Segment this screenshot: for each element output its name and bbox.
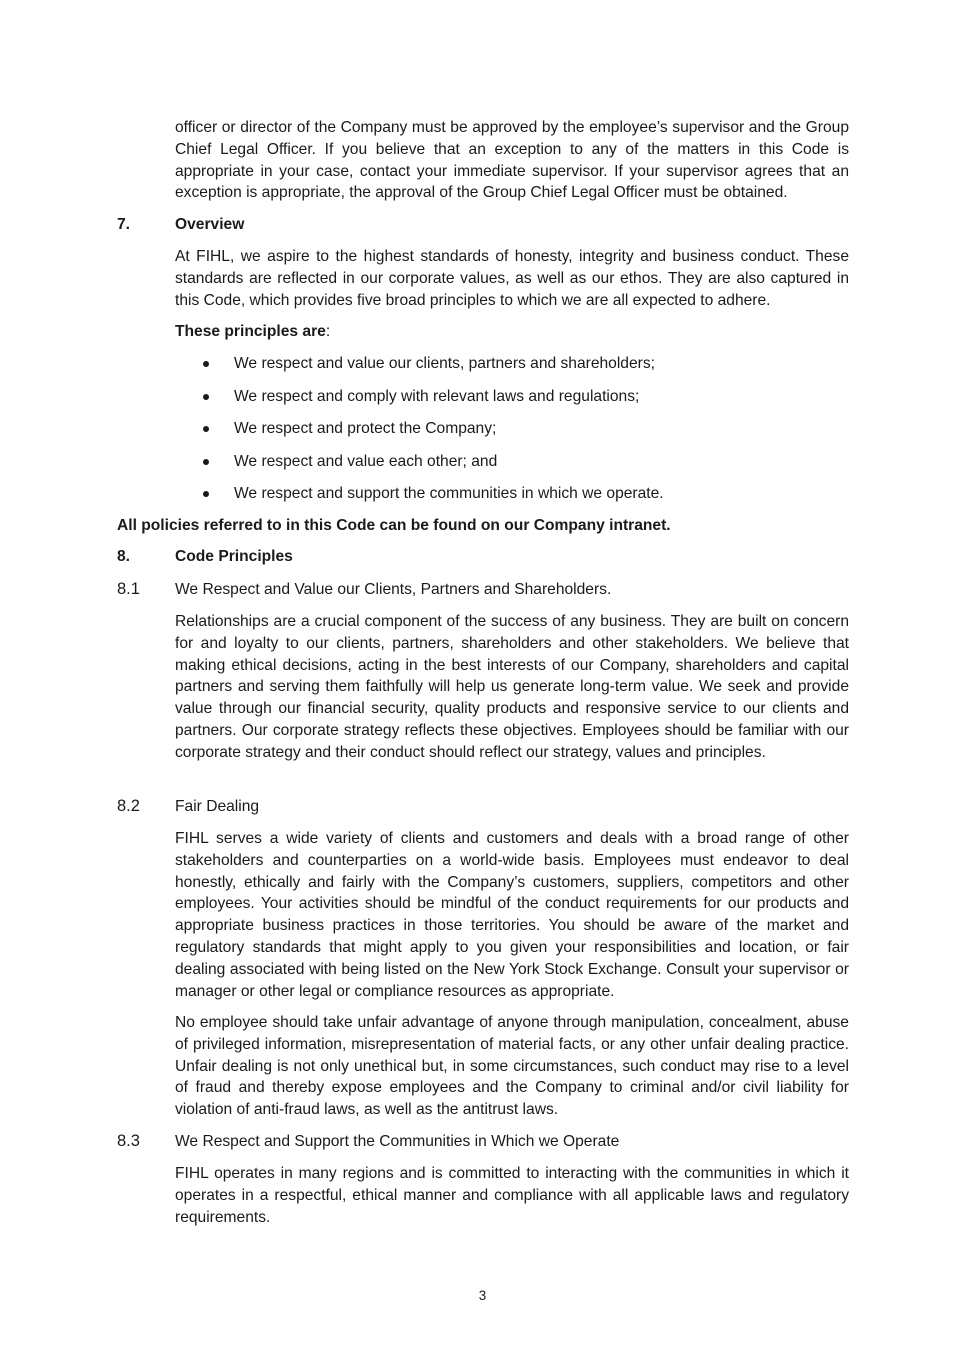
bullet-icon bbox=[203, 426, 209, 432]
section-8-3-title: We Respect and Support the Communities in Which we Operate bbox=[175, 1133, 620, 1150]
principle-text: We respect and value our clients, partners and shareholders; bbox=[234, 355, 655, 372]
section-8-1-title: We Respect and Value our Clients, Partners and Shareholders. bbox=[175, 581, 612, 598]
principles-label: These principles are bbox=[175, 323, 326, 340]
page-number: 3 bbox=[478, 1288, 487, 1303]
section-8-3-number: 8.3 bbox=[117, 1132, 140, 1150]
section-7-title: Overview bbox=[175, 216, 245, 233]
section-8-2-number: 8.2 bbox=[117, 797, 140, 815]
section-8-number: 8. bbox=[117, 548, 131, 565]
principle-text: We respect and protect the Company; bbox=[234, 420, 497, 437]
section-8-2-paragraph-2: No employee should take unfair advantage of anyone through manipulation, concealment, abuse of privileged information, misrepresentation of material facts, or any other unfair dealing practice. Unfair dealing is not only unethical but, in some circumstances, such conduct may rise to a level of fraud and thereby expose employees and the Company to criminal and/or civil liability for violation of anti-fraud laws, as well as the antitrust laws. bbox=[175, 1014, 849, 1119]
section-7-number: 7. bbox=[117, 216, 131, 233]
principle-text: We respect and value each other; and bbox=[234, 453, 498, 470]
section-8-1-number: 8.1 bbox=[117, 580, 140, 598]
section-8-2-title: Fair Dealing bbox=[175, 798, 260, 815]
policies-note: All policies referred to in this Code can be found on our Company intranet. bbox=[117, 517, 671, 534]
bullet-icon bbox=[203, 361, 209, 367]
section-8-3-paragraph: FIHL operates in many regions and is committed to interacting with the communities in which it operates in a respectful, ethical manner and compliance with all applicable laws and regulatory requirements. bbox=[175, 1165, 849, 1226]
section-7-paragraph: At FIHL, we aspire to the highest standards of honesty, integrity and business conduct. These standards are reflected in our corporate values, as well as our ethos. They are also captured in this Code, which provides five broad principles to which we are all expected to adhere. bbox=[175, 248, 849, 309]
intro-paragraph: officer or director of the Company must be approved by the employee’s supervisor and the Group Chief Legal Officer. If you believe that an exception to any of the matters in this Code is appropriate in your case, contact your immediate supervisor. If your supervisor agrees that an exception is appropriate, the approval of the Group Chief Legal Officer must be obtained. bbox=[175, 119, 849, 202]
section-8-title: Code Principles bbox=[175, 548, 293, 565]
bullet-icon bbox=[203, 491, 209, 497]
principles-label-line bbox=[175, 321, 330, 343]
section-8-1-paragraph: Relationships are a crucial component of the success of any business. They are built on concern for and loyalty to our clients, partners, shareholders and other stakeholders. We believe that making ethical decisions, acting in the best interests of our Company, shareholders and capital partners and serving them faithfully will help us generate long-term value. We seek and provide value through our financial security, quality products and responsive service to our clients and partners. Our corporate strategy reflects these objectives. Employees should be familiar with our corporate strategy and their conduct should reflect our strategy, values and principles. bbox=[175, 613, 849, 761]
bullet-icon bbox=[203, 459, 209, 465]
bullet-icon bbox=[203, 394, 209, 400]
principle-text: We respect and comply with relevant laws and regulations; bbox=[234, 388, 640, 405]
section-8-2-paragraph-1: FIHL serves a wide variety of clients and customers and deals with a broad range of other stakeholders and counterparties on a world-wide basis. Employees must endeavor to deal honestly, ethically and fairly with the Company’s customers, suppliers, competitors and other employees. Your activities should be mindful of the conduct requirements for our products and appropriate business practices in those territories. You should be aware of the market and regulatory standards that might apply to you given your responsibilities and location, or fair dealing associated with being listed on the New York Stock Exchange. Consult your supervisor or manager or other legal or compliance resources as appropriate. bbox=[175, 830, 849, 1000]
principles-colon: : bbox=[325, 323, 331, 340]
principle-text: We respect and support the communities in which we operate. bbox=[234, 485, 664, 502]
